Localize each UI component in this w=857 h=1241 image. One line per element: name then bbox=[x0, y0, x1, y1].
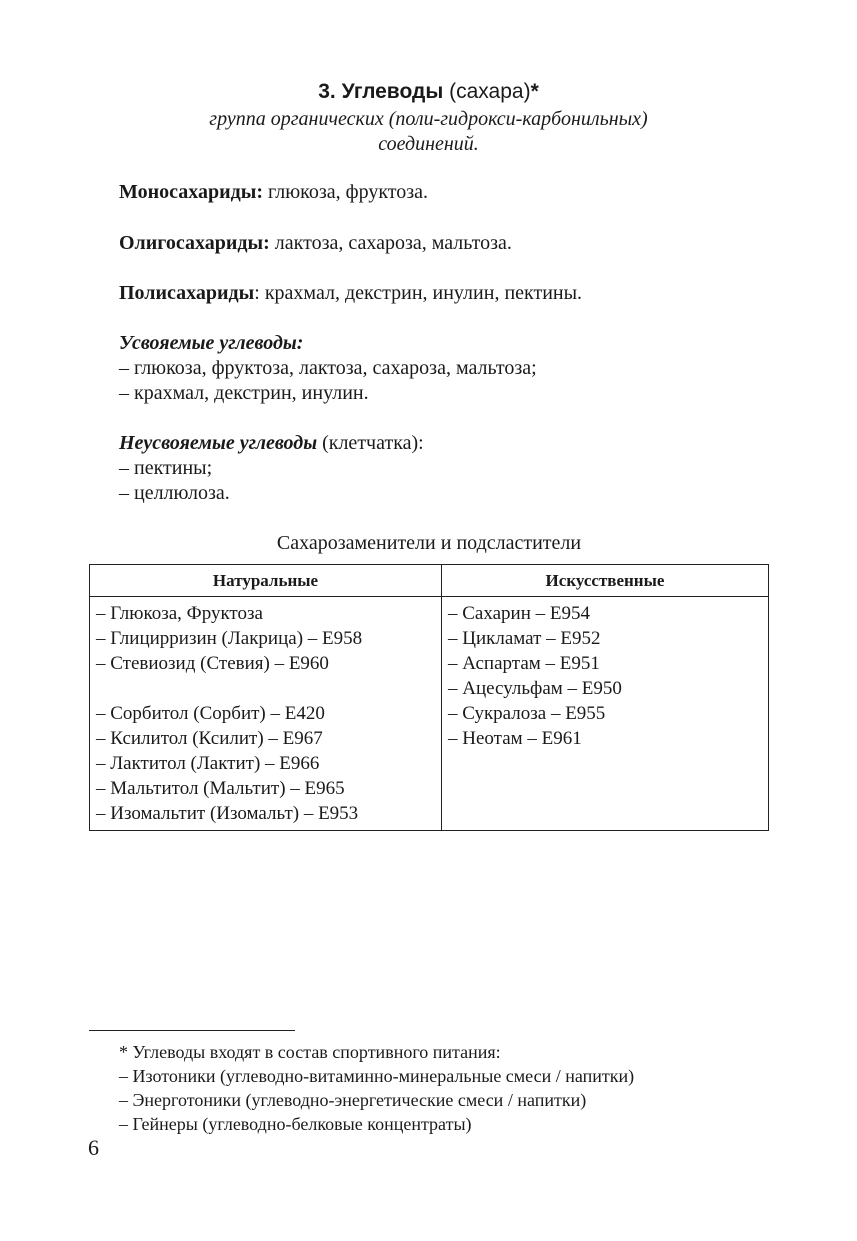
monosaccharides-label: Моносахариды: bbox=[119, 181, 264, 203]
natural-item: – Лактитол (Лактит) – Е966 bbox=[96, 753, 320, 774]
digestible-carbs-label: Усвояемые углеводы: bbox=[119, 332, 304, 354]
indigestible-carbs-label: Неусвояемые углеводы bbox=[119, 432, 318, 454]
natural-item: – Стевиозид (Стевия) – Е960 bbox=[96, 653, 329, 674]
artificial-item: – Сахарин – Е954 bbox=[448, 603, 590, 624]
artificial-item: – Неотам – Е961 bbox=[448, 728, 582, 749]
indigestible-line: – пектины; bbox=[119, 457, 213, 479]
monosaccharides-paragraph bbox=[119, 180, 428, 205]
section-title-word: Углеводы bbox=[341, 80, 444, 103]
polysaccharides-text: : крахмал, декстрин, инулин, пектины. bbox=[254, 282, 583, 304]
table-caption: Сахарозаменители и подсластители bbox=[276, 532, 582, 554]
natural-item: – Глицирризин (Лакрица) – Е958 bbox=[96, 628, 363, 649]
oligosaccharides-text: лактоза, сахароза, мальтоза. bbox=[269, 232, 512, 254]
artificial-cell bbox=[442, 597, 769, 831]
footnote-separator bbox=[89, 1030, 295, 1031]
natural-item: – Сорбитол (Сорбит) – Е420 bbox=[96, 703, 325, 724]
digestible-line: – глюкоза, фруктоза, лактоза, сахароза, мальтоза; bbox=[119, 357, 537, 379]
indigestible-carbs-suffix: (клетчатка): bbox=[317, 432, 424, 454]
section-title bbox=[0, 78, 857, 106]
digestible-carbs-block bbox=[119, 331, 537, 406]
table-header-row bbox=[90, 565, 769, 597]
page-number: 6 bbox=[88, 1135, 99, 1160]
indigestible-carbs-block bbox=[119, 431, 424, 506]
footnote bbox=[119, 1040, 634, 1136]
subtitle-line-1: группа органических (поли-гидрокси-карбонильных) bbox=[209, 108, 648, 130]
section-number: 3. bbox=[318, 80, 336, 103]
footnote-line: – Изотоники (углеводно-витаминно-минеральные смеси / напитки) bbox=[119, 1066, 635, 1086]
footnote-line: – Гейнеры (углеводно-белковые концентраты) bbox=[119, 1114, 472, 1134]
artificial-item: – Цикламат – Е952 bbox=[448, 628, 601, 649]
footnote-line: – Энерготоники (углеводно-энергетические смеси / напитки) bbox=[119, 1090, 587, 1110]
section-subtitle bbox=[0, 107, 857, 157]
monosaccharides-text: глюкоза, фруктоза. bbox=[263, 181, 429, 203]
digestible-line: – крахмал, декстрин, инулин. bbox=[119, 382, 369, 404]
oligosaccharides-paragraph bbox=[119, 231, 512, 256]
table-row bbox=[90, 597, 769, 831]
oligosaccharides-label: Олигосахариды: bbox=[119, 232, 270, 254]
natural-item-spacer bbox=[96, 676, 441, 701]
footnote-line: * Углеводы входят в состав спортивного питания: bbox=[119, 1042, 501, 1062]
natural-item: – Мальтитол (Мальтит) – Е965 bbox=[96, 778, 345, 799]
header-natural: Натуральные bbox=[90, 565, 442, 597]
natural-item: – Глюкоза, Фруктоза bbox=[96, 603, 263, 624]
artificial-item: – Сукралоза – Е955 bbox=[448, 703, 606, 724]
indigestible-line: – целлюлоза. bbox=[119, 482, 230, 504]
footnote-marker: * bbox=[530, 80, 539, 103]
sweeteners-table bbox=[89, 564, 769, 831]
natural-item: – Ксилитол (Ксилит) – Е967 bbox=[96, 728, 323, 749]
header-artificial: Искусственные bbox=[442, 565, 769, 597]
polysaccharides-label: Полисахариды bbox=[119, 282, 255, 304]
subtitle-line-2: соединений. bbox=[378, 133, 479, 155]
polysaccharides-paragraph bbox=[119, 281, 582, 306]
artificial-item: – Ацесульфам – Е950 bbox=[448, 678, 622, 699]
natural-item: – Изомальтит (Изомальт) – Е953 bbox=[96, 803, 359, 824]
section-title-paren: (сахара) bbox=[449, 80, 531, 103]
artificial-item: – Аспартам – Е951 bbox=[448, 653, 600, 674]
natural-cell bbox=[90, 597, 442, 831]
